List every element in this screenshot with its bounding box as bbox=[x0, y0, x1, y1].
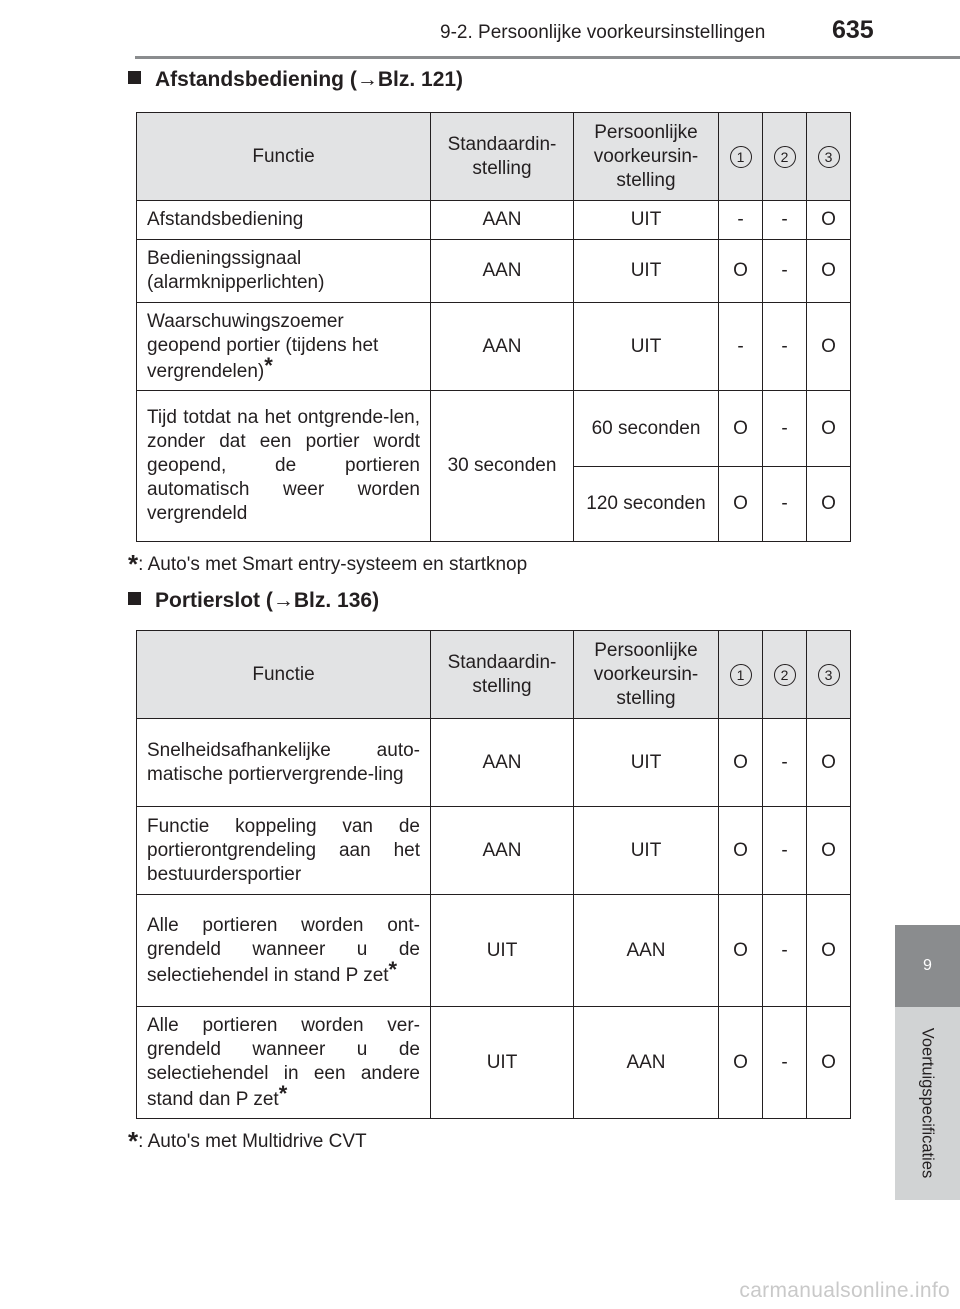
function-cell: Afstandsbediening bbox=[137, 201, 431, 240]
square-bullet-icon bbox=[128, 71, 141, 84]
table-row bbox=[137, 240, 851, 303]
option-1-cell: O bbox=[719, 895, 763, 1007]
personal-cell: AAN bbox=[574, 1007, 719, 1119]
default-cell: AAN bbox=[431, 201, 574, 240]
footnote-marker: * bbox=[128, 549, 139, 579]
option-2-cell: - bbox=[763, 719, 807, 807]
column-header-1 bbox=[719, 631, 763, 719]
function-cell bbox=[137, 1007, 431, 1119]
square-bullet-icon bbox=[128, 592, 141, 605]
function-text: Waarschuwingszoemer geopend portier (tijdens het vergrendelen) bbox=[147, 310, 379, 382]
column-header-2 bbox=[763, 631, 807, 719]
footnote-smart-entry bbox=[128, 549, 527, 580]
page-reference-link[interactable]: Blz. 121) bbox=[377, 68, 464, 91]
header-rule bbox=[135, 56, 960, 59]
footnote-marker: * bbox=[278, 1080, 288, 1106]
option-1-cell: O bbox=[719, 719, 763, 807]
option-1-cell: - bbox=[719, 201, 763, 240]
column-header-persoonlijk: Persoonlijke voorkeursin-stelling bbox=[574, 113, 719, 201]
column-header-1 bbox=[719, 113, 763, 201]
function-cell bbox=[137, 895, 431, 1007]
function-text: Alle portieren worden ver-grendeld wanneer u de selectiehendel in een andere stand dan P zet bbox=[147, 1014, 420, 1110]
column-header-3 bbox=[807, 631, 851, 719]
column-header-2 bbox=[763, 113, 807, 201]
personal-cell: UIT bbox=[574, 719, 719, 807]
chapter-tab: 9 bbox=[895, 925, 960, 1007]
default-cell: AAN bbox=[431, 303, 574, 391]
column-header-functie: Functie bbox=[137, 631, 431, 719]
function-cell bbox=[137, 303, 431, 391]
function-cell: Snelheidsafhankelijke auto-matische portiervergrende-ling bbox=[137, 719, 431, 807]
table-header-row bbox=[137, 113, 851, 201]
option-3-cell: O bbox=[807, 391, 851, 467]
personal-cell: UIT bbox=[574, 807, 719, 895]
option-1-cell: O bbox=[719, 240, 763, 303]
portierslot-table bbox=[136, 630, 851, 1119]
personal-cell: 120 seconden bbox=[574, 467, 719, 542]
option-2-cell: - bbox=[763, 467, 807, 542]
section-heading-text: Afstandsbediening ( bbox=[155, 68, 357, 91]
table-row bbox=[137, 807, 851, 895]
option-3-cell: O bbox=[807, 201, 851, 240]
function-cell: Tijd totdat na het ontgrende-len, zonder dat een portier wordt geopend, de portieren automatisch weer worden vergrendeld bbox=[137, 391, 431, 542]
default-cell: UIT bbox=[431, 895, 574, 1007]
page-reference-link[interactable]: Blz. 136) bbox=[293, 589, 380, 612]
function-text: Alle portieren worden ont-grendeld wanneer u de selectiehendel in stand P zet bbox=[147, 914, 420, 986]
option-1-cell: O bbox=[719, 467, 763, 542]
option-2-cell: - bbox=[763, 240, 807, 303]
footnote-marker: * bbox=[128, 1126, 139, 1156]
circled-number-3-icon: 3 bbox=[818, 664, 840, 686]
option-3-cell: O bbox=[807, 895, 851, 1007]
column-header-standaard: Standaardin-stelling bbox=[431, 113, 574, 201]
personal-cell: UIT bbox=[574, 303, 719, 391]
option-2-cell: - bbox=[763, 895, 807, 1007]
column-header-persoonlijk: Persoonlijke voorkeursin-stelling bbox=[574, 631, 719, 719]
chapter-tab-label: Voertuigspecificaties bbox=[918, 1027, 937, 1179]
circled-number-2-icon: 2 bbox=[774, 146, 796, 168]
function-cell: Bedieningssignaal (alarmknipperlichten) bbox=[137, 240, 431, 303]
column-header-3 bbox=[807, 113, 851, 201]
footnote-text: : Auto's met Multidrive CVT bbox=[138, 1131, 367, 1152]
option-3-cell: O bbox=[807, 240, 851, 303]
running-header-title: 9-2. Persoonlijke voorkeursinstellingen bbox=[440, 22, 766, 43]
column-header-standaard: Standaardin-stelling bbox=[431, 631, 574, 719]
footnote-marker: * bbox=[264, 352, 273, 378]
arrow-right-icon: → bbox=[356, 68, 378, 91]
section-heading-text: Portierslot bbox=[155, 589, 261, 612]
footnote-marker: * bbox=[388, 956, 398, 982]
function-cell: Functie koppeling van de portierontgrendeling aan het bestuurdersportier bbox=[137, 807, 431, 895]
option-1-cell: O bbox=[719, 1007, 763, 1119]
column-header-functie: Functie bbox=[137, 113, 431, 201]
table-row bbox=[137, 719, 851, 807]
table-row bbox=[137, 201, 851, 240]
circled-number-3-icon: 3 bbox=[818, 146, 840, 168]
default-cell: AAN bbox=[431, 240, 574, 303]
footnote-multidrive bbox=[128, 1126, 367, 1157]
option-3-cell: O bbox=[807, 719, 851, 807]
option-3-cell: O bbox=[807, 807, 851, 895]
page-number: 635 bbox=[832, 16, 874, 44]
option-2-cell: - bbox=[763, 1007, 807, 1119]
option-3-cell: O bbox=[807, 467, 851, 542]
personal-cell: UIT bbox=[574, 240, 719, 303]
option-2-cell: - bbox=[763, 201, 807, 240]
table-header-row bbox=[137, 631, 851, 719]
default-cell: AAN bbox=[431, 807, 574, 895]
option-1-cell: O bbox=[719, 807, 763, 895]
arrow-right-icon: → bbox=[272, 589, 294, 612]
personal-cell: 60 seconden bbox=[574, 391, 719, 467]
option-2-cell: - bbox=[763, 807, 807, 895]
table-row bbox=[137, 391, 851, 467]
table-row bbox=[137, 895, 851, 1007]
circled-number-2-icon: 2 bbox=[774, 664, 796, 686]
default-cell: 30 seconden bbox=[431, 391, 574, 542]
option-3-cell: O bbox=[807, 1007, 851, 1119]
circled-number-1-icon: 1 bbox=[730, 664, 752, 686]
option-2-cell: - bbox=[763, 391, 807, 467]
personal-cell: UIT bbox=[574, 201, 719, 240]
default-cell: AAN bbox=[431, 719, 574, 807]
option-3-cell: O bbox=[807, 303, 851, 391]
watermark: carmanualsonline.info bbox=[739, 1279, 950, 1302]
section-heading-afstandsbediening bbox=[128, 68, 463, 92]
table-row bbox=[137, 1007, 851, 1119]
circled-number-1-icon: 1 bbox=[730, 146, 752, 168]
option-2-cell: - bbox=[763, 303, 807, 391]
table-row bbox=[137, 303, 851, 391]
personal-cell: AAN bbox=[574, 895, 719, 1007]
default-cell: UIT bbox=[431, 1007, 574, 1119]
option-1-cell: - bbox=[719, 303, 763, 391]
option-1-cell: O bbox=[719, 391, 763, 467]
section-heading-portierslot: Portierslot (→Blz. 136) bbox=[128, 589, 379, 613]
afstandsbediening-table bbox=[136, 112, 851, 542]
footnote-text: : Auto's met Smart entry-systeem en startknop bbox=[138, 554, 528, 575]
